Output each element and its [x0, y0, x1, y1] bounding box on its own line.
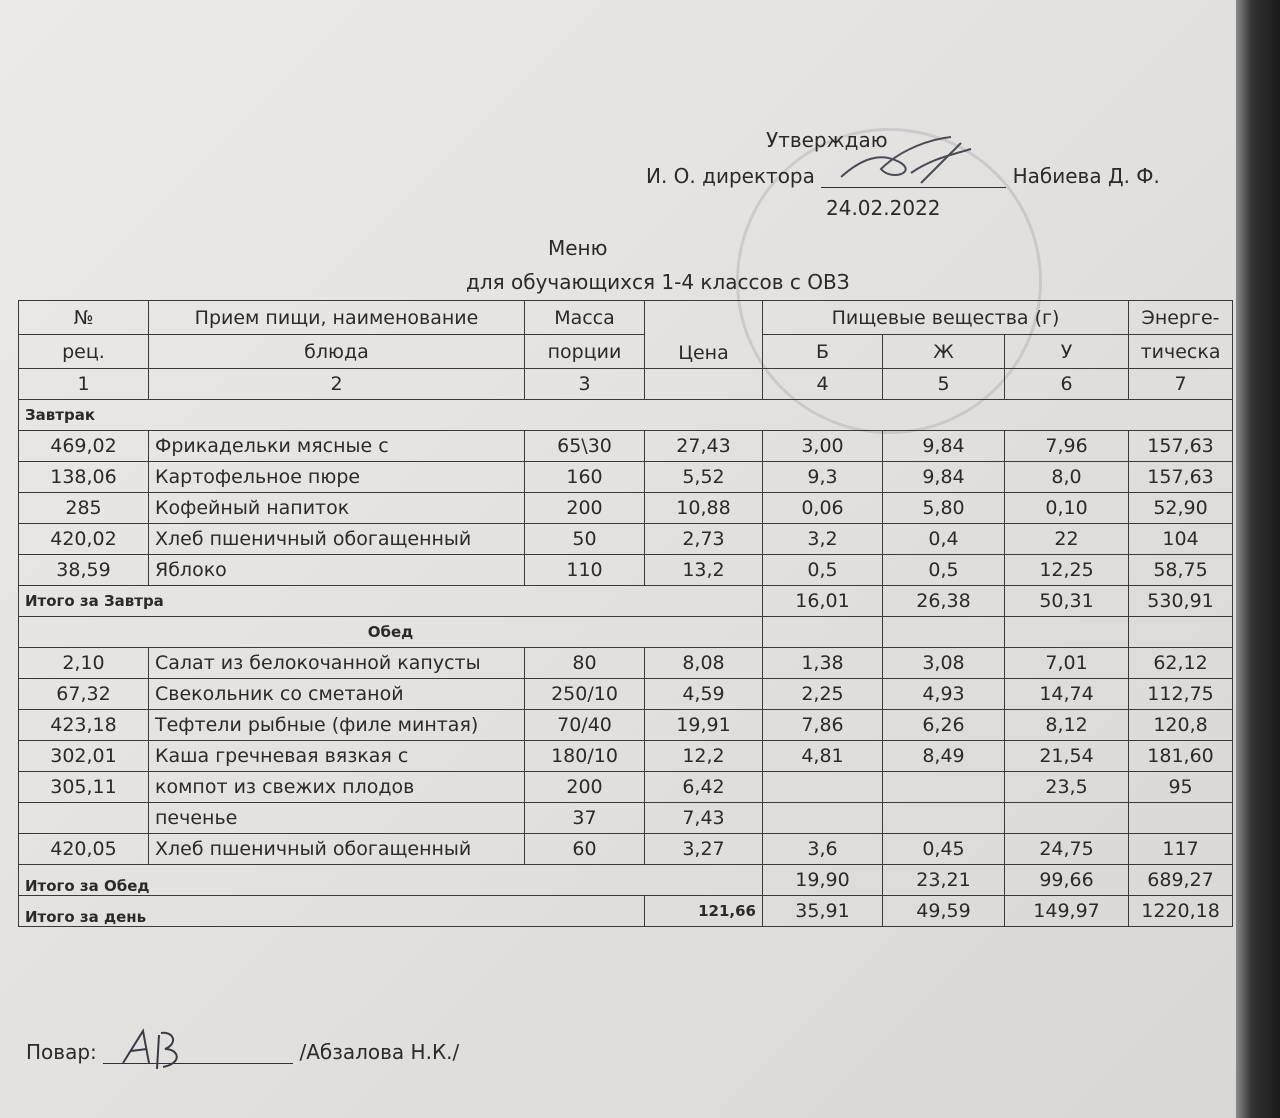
header-num-2: рец. — [19, 335, 149, 369]
cell-price: 2,73 — [645, 524, 763, 555]
cell-price: 8,08 — [645, 648, 763, 679]
cell-price: 27,43 — [645, 431, 763, 462]
header-row — [19, 301, 1233, 335]
breakfast-total-e: 530,91 — [1129, 586, 1233, 617]
day-total-row — [19, 896, 1233, 927]
cell-num: 138,06 — [19, 462, 149, 493]
cell-zh: 5,80 — [883, 493, 1005, 524]
cell-mass: 65\30 — [525, 431, 645, 462]
cook-signature — [113, 1023, 223, 1073]
cell-zh: 6,26 — [883, 710, 1005, 741]
menu-table — [18, 300, 1233, 927]
cell-zh — [883, 803, 1005, 834]
lunch-items — [19, 648, 1233, 865]
lunch-total-e: 689,27 — [1129, 865, 1233, 896]
index-cell: 7 — [1129, 369, 1233, 400]
cell-b: 4,81 — [763, 741, 883, 772]
cell-name: Свекольник со сметаной — [149, 679, 525, 710]
cell-e: 157,63 — [1129, 431, 1233, 462]
cell-price: 7,43 — [645, 803, 763, 834]
header-mass: Масса — [525, 301, 645, 335]
day-total-label: Итого за день — [19, 896, 645, 927]
table-row — [19, 834, 1233, 865]
header-mass-2: порции — [525, 335, 645, 369]
breakfast-total-zh: 26,38 — [883, 586, 1005, 617]
cell-e: 181,60 — [1129, 741, 1233, 772]
cell-b: 0,5 — [763, 555, 883, 586]
cell-num: 423,18 — [19, 710, 149, 741]
cell-u: 8,0 — [1005, 462, 1129, 493]
empty-cell — [883, 617, 1005, 648]
day-total-e: 1220,18 — [1129, 896, 1233, 927]
cell-mass: 200 — [525, 493, 645, 524]
breakfast-section-label: Завтрак — [19, 400, 1233, 431]
cell-num: 305,11 — [19, 772, 149, 803]
cell-u: 7,96 — [1005, 431, 1129, 462]
cell-num: 38,59 — [19, 555, 149, 586]
cell-b — [763, 803, 883, 834]
scan-dark-edge — [1236, 0, 1280, 1118]
cell-mass: 110 — [525, 555, 645, 586]
header-meal-2: блюда — [149, 335, 525, 369]
cook-signature-line — [103, 1045, 293, 1064]
header-energy-2: тическа — [1129, 335, 1233, 369]
header-fat: Ж — [883, 335, 1005, 369]
lunch-section-row — [19, 617, 1233, 648]
cell-u — [1005, 803, 1129, 834]
cell-mass: 160 — [525, 462, 645, 493]
table-row — [19, 772, 1233, 803]
empty-cell — [763, 617, 883, 648]
cell-u: 8,12 — [1005, 710, 1129, 741]
index-cell: 3 — [525, 369, 645, 400]
cell-zh: 3,08 — [883, 648, 1005, 679]
cell-b: 9,3 — [763, 462, 883, 493]
cell-name: Яблоко — [149, 555, 525, 586]
cell-b: 2,25 — [763, 679, 883, 710]
cell-e: 157,63 — [1129, 462, 1233, 493]
cell-mass: 60 — [525, 834, 645, 865]
index-cell: 4 — [763, 369, 883, 400]
cell-zh: 0,45 — [883, 834, 1005, 865]
lunch-total-label: Итого за Обед — [19, 865, 763, 896]
cell-zh: 8,49 — [883, 741, 1005, 772]
table-row — [19, 648, 1233, 679]
cell-price: 13,2 — [645, 555, 763, 586]
day-total-u: 149,97 — [1005, 896, 1129, 927]
approval-line — [646, 164, 1160, 188]
cook-label: Повар: — [26, 1040, 97, 1064]
cell-e: 95 — [1129, 772, 1233, 803]
cell-u: 7,01 — [1005, 648, 1129, 679]
cell-price: 10,88 — [645, 493, 763, 524]
cell-u: 22 — [1005, 524, 1129, 555]
breakfast-total-b: 16,01 — [763, 586, 883, 617]
cell-u: 24,75 — [1005, 834, 1129, 865]
cell-u: 21,54 — [1005, 741, 1129, 772]
approval-name: Набиева Д. Ф. — [1012, 164, 1160, 188]
cell-name: Хлеб пшеничный обогащенный — [149, 524, 525, 555]
breakfast-items — [19, 431, 1233, 586]
cell-price: 3,27 — [645, 834, 763, 865]
cell-num: 420,02 — [19, 524, 149, 555]
cell-num: 2,10 — [19, 648, 149, 679]
approval-date: 24.02.2022 — [826, 196, 941, 220]
cell-num: 285 — [19, 493, 149, 524]
cell-price: 19,91 — [645, 710, 763, 741]
breakfast-section-row — [19, 400, 1233, 431]
director-signature-line — [821, 169, 1006, 188]
table-row — [19, 679, 1233, 710]
breakfast-total-label: Итого за Завтра — [19, 586, 763, 617]
table-row — [19, 555, 1233, 586]
cell-name: Салат из белокочанной капусты — [149, 648, 525, 679]
cell-e: 112,75 — [1129, 679, 1233, 710]
cell-mass: 70/40 — [525, 710, 645, 741]
cell-b: 0,06 — [763, 493, 883, 524]
cell-name: Каша гречневая вязкая с — [149, 741, 525, 772]
cell-mass: 180/10 — [525, 741, 645, 772]
cell-e: 62,12 — [1129, 648, 1233, 679]
cell-u: 14,74 — [1005, 679, 1129, 710]
header-row-2 — [19, 335, 1233, 369]
cell-name: Кофейный напиток — [149, 493, 525, 524]
cell-num — [19, 803, 149, 834]
cell-zh — [883, 772, 1005, 803]
cell-price: 12,2 — [645, 741, 763, 772]
cell-b: 7,86 — [763, 710, 883, 741]
cook-line — [26, 1040, 459, 1064]
approval-heading: Утверждаю — [766, 128, 888, 152]
index-cell: 5 — [883, 369, 1005, 400]
lunch-section-label: Обед — [19, 617, 763, 648]
cell-name: Хлеб пшеничный обогащенный — [149, 834, 525, 865]
table-row — [19, 431, 1233, 462]
lunch-total-b: 19,90 — [763, 865, 883, 896]
table-row — [19, 524, 1233, 555]
cell-zh: 0,5 — [883, 555, 1005, 586]
header-num: № — [19, 301, 149, 335]
approval-role: И. О. директора — [646, 164, 815, 188]
empty-cell — [1005, 617, 1129, 648]
index-cell: 6 — [1005, 369, 1129, 400]
cell-name: Картофельное пюре — [149, 462, 525, 493]
table-row — [19, 803, 1233, 834]
cell-name: Тефтели рыбные (филе минтая) — [149, 710, 525, 741]
cell-b: 1,38 — [763, 648, 883, 679]
cell-num: 302,01 — [19, 741, 149, 772]
cell-b: 3,00 — [763, 431, 883, 462]
cell-mass: 200 — [525, 772, 645, 803]
cell-e: 52,90 — [1129, 493, 1233, 524]
index-cell — [645, 369, 763, 400]
cell-mass: 250/10 — [525, 679, 645, 710]
cell-zh: 9,84 — [883, 431, 1005, 462]
director-signature — [821, 129, 1006, 189]
cell-u: 12,25 — [1005, 555, 1129, 586]
cell-mass: 80 — [525, 648, 645, 679]
cell-e: 117 — [1129, 834, 1233, 865]
cell-zh: 4,93 — [883, 679, 1005, 710]
lunch-total-zh: 23,21 — [883, 865, 1005, 896]
lunch-total-u: 99,66 — [1005, 865, 1129, 896]
header-protein: Б — [763, 335, 883, 369]
cell-name: печенье — [149, 803, 525, 834]
doc-title: Меню — [548, 236, 608, 260]
day-total-zh: 49,59 — [883, 896, 1005, 927]
table-row — [19, 493, 1233, 524]
cell-price: 4,59 — [645, 679, 763, 710]
empty-cell — [1129, 617, 1233, 648]
cell-zh: 9,84 — [883, 462, 1005, 493]
cell-num: 67,32 — [19, 679, 149, 710]
cell-name: Фрикадельки мясные с — [149, 431, 525, 462]
header-energy: Энерге- — [1129, 301, 1233, 335]
cell-b — [763, 772, 883, 803]
cell-name: компот из свежих плодов — [149, 772, 525, 803]
cell-mass: 37 — [525, 803, 645, 834]
cell-u: 23,5 — [1005, 772, 1129, 803]
cell-e: 104 — [1129, 524, 1233, 555]
header-carbs: У — [1005, 335, 1129, 369]
table-row — [19, 741, 1233, 772]
cell-e: 120,8 — [1129, 710, 1233, 741]
cell-b: 3,6 — [763, 834, 883, 865]
cell-num: 420,05 — [19, 834, 149, 865]
table-row — [19, 462, 1233, 493]
lunch-total-row — [19, 865, 1233, 896]
header-nutrients: Пищевые вещества (г) — [763, 301, 1129, 335]
doc-subtitle: для обучающихся 1-4 классов с ОВЗ — [466, 270, 850, 294]
index-row — [19, 369, 1233, 400]
cell-e: 58,75 — [1129, 555, 1233, 586]
cell-b: 3,2 — [763, 524, 883, 555]
cell-u: 0,10 — [1005, 493, 1129, 524]
header-price: Цена — [645, 301, 763, 369]
breakfast-total-u: 50,31 — [1005, 586, 1129, 617]
cook-name: /Абзалова Н.К./ — [299, 1040, 460, 1064]
breakfast-total-row — [19, 586, 1233, 617]
index-cell: 1 — [19, 369, 149, 400]
cell-e — [1129, 803, 1233, 834]
day-total-price: 121,66 — [645, 896, 763, 927]
table-row — [19, 710, 1233, 741]
day-total-b: 35,91 — [763, 896, 883, 927]
cell-price: 6,42 — [645, 772, 763, 803]
cell-mass: 50 — [525, 524, 645, 555]
header-meal: Прием пищи, наименование — [149, 301, 525, 335]
cell-price: 5,52 — [645, 462, 763, 493]
cell-num: 469,02 — [19, 431, 149, 462]
cell-zh: 0,4 — [883, 524, 1005, 555]
index-cell: 2 — [149, 369, 525, 400]
